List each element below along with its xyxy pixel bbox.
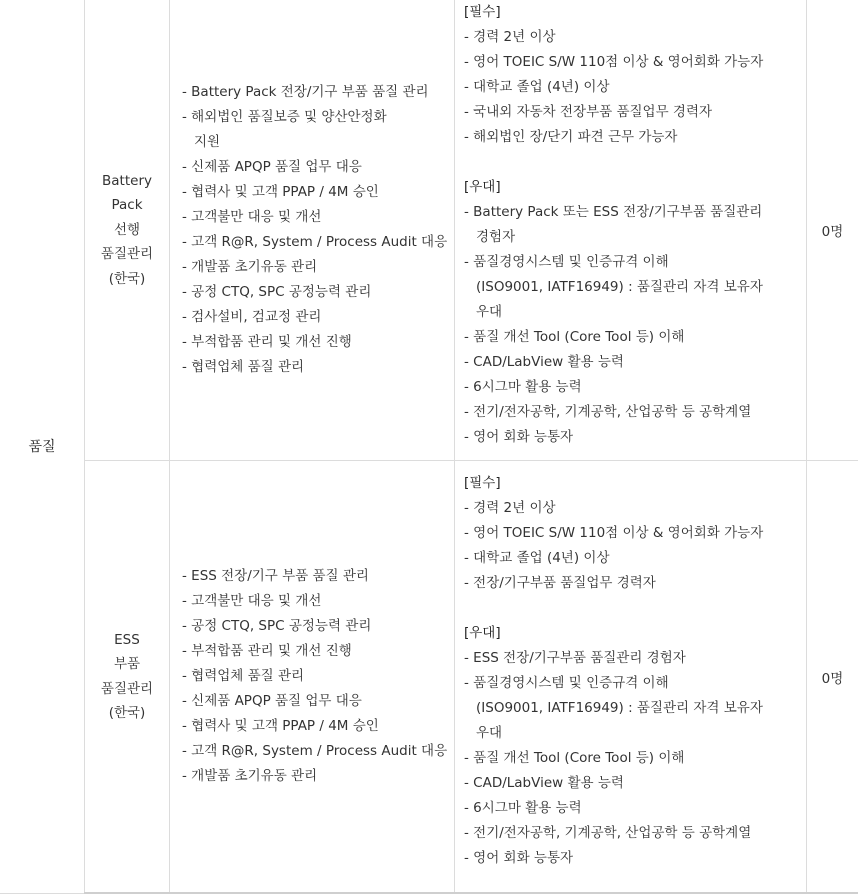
preferred-item: - 전기/전자공학, 기계공학, 산업공학 등 공학계열 xyxy=(464,400,806,425)
requirements-cell xyxy=(455,0,807,461)
job-title-line: Pack xyxy=(85,193,169,218)
section-spacer xyxy=(464,596,806,621)
preferred-item: - 품질경영시스템 및 인증규격 이해 xyxy=(464,250,806,275)
duty-item: - 개발품 초기유동 관리 xyxy=(182,764,454,789)
preferred-heading: [우대] xyxy=(464,175,806,200)
duty-item: - 공정 CTQ, SPC 공정능력 관리 xyxy=(182,614,454,639)
preferred-heading: [우대] xyxy=(464,621,806,646)
duty-item: - 고객불만 대응 및 개선 xyxy=(182,205,454,230)
duty-item: - 고객 R@R, System / Process Audit 대응 xyxy=(182,739,454,764)
duty-item-continuation: 지원 xyxy=(182,130,454,155)
required-item: - 대학교 졸업 (4년) 이상 xyxy=(464,546,806,571)
headcount-cell xyxy=(807,0,858,461)
preferred-item: - 6시그마 활용 능력 xyxy=(464,796,806,821)
job-title-line: (한국) xyxy=(85,701,169,726)
duty-item: - 해외법인 품질보증 및 양산안정화 xyxy=(182,105,454,130)
duty-item: - Battery Pack 전장/기구 부품 품질 관리 xyxy=(182,80,454,105)
required-item: - 경력 2년 이상 xyxy=(464,496,806,521)
preferred-item: - CAD/LabView 활용 능력 xyxy=(464,350,806,375)
duty-item: - 고객 R@R, System / Process Audit 대응 xyxy=(182,230,454,255)
section-spacer xyxy=(464,150,806,175)
headcount-cell xyxy=(807,461,858,894)
required-heading: [필수] xyxy=(464,471,806,496)
required-item: - 경력 2년 이상 xyxy=(464,25,806,50)
duty-item: - 협력업체 품질 관리 xyxy=(182,664,454,689)
job-title-line: 선행 xyxy=(85,218,169,243)
required-item: - 대학교 졸업 (4년) 이상 xyxy=(464,75,806,100)
duties-cell xyxy=(170,461,455,894)
duty-item: - 협력사 및 고객 PPAP / 4M 승인 xyxy=(182,180,454,205)
required-item: - 영어 TOEIC S/W 110점 이상 & 영어회화 가능자 xyxy=(464,50,806,75)
required-item: - 국내외 자동차 전장부품 품질업무 경력자 xyxy=(464,100,806,125)
duty-item: - 부적합품 관리 및 개선 진행 xyxy=(182,330,454,355)
job-title-line: 품질관리 xyxy=(85,677,169,702)
preferred-item-continuation: 우대 xyxy=(464,300,806,325)
duty-item: - 검사설비, 검교정 관리 xyxy=(182,305,454,330)
table-row xyxy=(0,461,858,894)
preferred-item-continuation: 우대 xyxy=(464,721,806,746)
preferred-item-continuation: (ISO9001, IATF16949) : 품질관리 자격 보유자 xyxy=(464,275,806,300)
preferred-item: - 영어 회화 능통자 xyxy=(464,846,806,871)
duties-cell xyxy=(170,0,455,461)
preferred-item: - Battery Pack 또는 ESS 전장/기구부품 품질관리 xyxy=(464,200,806,225)
duty-item: - 개발품 초기유동 관리 xyxy=(182,255,454,280)
required-item: - 해외법인 장/단기 파견 근무 가능자 xyxy=(464,125,806,150)
job-title-line: 부품 xyxy=(85,652,169,677)
preferred-item: - 품질경영시스템 및 인증규격 이해 xyxy=(464,671,806,696)
preferred-item-continuation: (ISO9001, IATF16949) : 품질관리 자격 보유자 xyxy=(464,696,806,721)
preferred-item: - ESS 전장/기구부품 품질관리 경험자 xyxy=(464,646,806,671)
duty-item: - ESS 전장/기구 부품 품질 관리 xyxy=(182,564,454,589)
preferred-item-continuation: 경험자 xyxy=(464,225,806,250)
duty-item: - 고객불만 대응 및 개선 xyxy=(182,589,454,614)
preferred-item: - CAD/LabView 활용 능력 xyxy=(464,771,806,796)
requirements-cell xyxy=(455,461,807,894)
job-title-cell xyxy=(85,461,170,894)
required-item: - 영어 TOEIC S/W 110점 이상 & 영어회화 가능자 xyxy=(464,521,806,546)
duty-item: - 협력업체 품질 관리 xyxy=(182,355,454,380)
required-item: - 전장/기구부품 품질업무 경력자 xyxy=(464,571,806,596)
duty-item: - 협력사 및 고객 PPAP / 4M 승인 xyxy=(182,714,454,739)
preferred-item: - 영어 회화 능통자 xyxy=(464,425,806,450)
headcount-value: 0명 xyxy=(822,671,844,687)
required-heading: [필수] xyxy=(464,0,806,25)
job-title-line: 품질관리 xyxy=(85,242,169,267)
duty-item: - 공정 CTQ, SPC 공정능력 관리 xyxy=(182,280,454,305)
job-title-line: (한국) xyxy=(85,267,169,292)
headcount-value: 0명 xyxy=(822,224,844,240)
job-title-cell xyxy=(85,0,170,461)
preferred-item: - 6시그마 활용 능력 xyxy=(464,375,806,400)
job-title-line: Battery xyxy=(85,169,169,194)
preferred-item: - 품질 개선 Tool (Core Tool 등) 이해 xyxy=(464,325,806,350)
duty-item: - 부적합품 관리 및 개선 진행 xyxy=(182,639,454,664)
preferred-item: - 품질 개선 Tool (Core Tool 등) 이해 xyxy=(464,746,806,771)
duty-item: - 신제품 APQP 품질 업무 대응 xyxy=(182,689,454,714)
job-title-line: ESS xyxy=(85,628,169,653)
preferred-item: - 전기/전자공학, 기계공학, 산업공학 등 공학계열 xyxy=(464,821,806,846)
category-cell xyxy=(0,0,85,893)
duty-item: - 신제품 APQP 품질 업무 대응 xyxy=(182,155,454,180)
category-label: 품질 xyxy=(28,439,55,455)
